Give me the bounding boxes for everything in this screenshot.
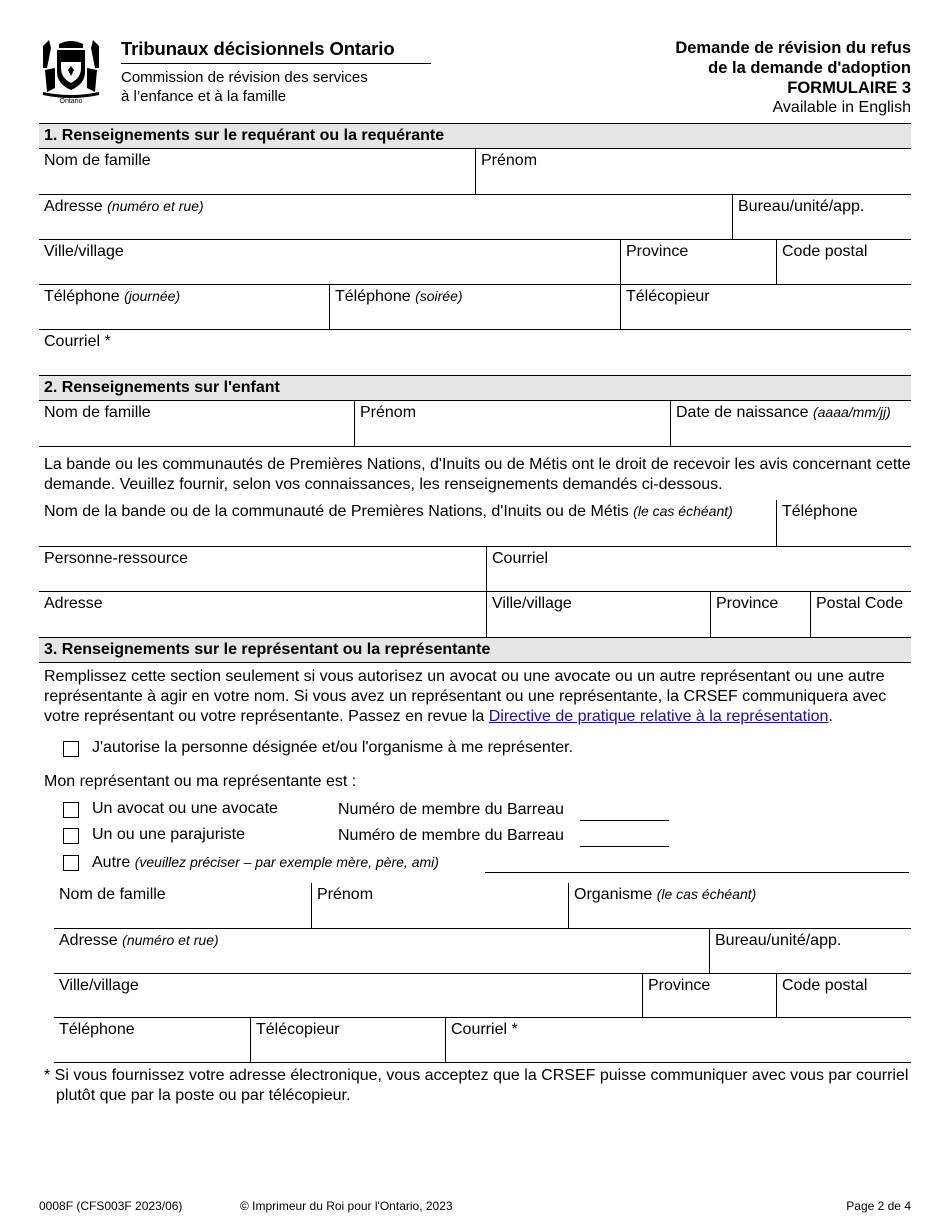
s1-first-name-label: Prénom: [481, 152, 538, 169]
svg-text:Ontario: Ontario: [59, 98, 83, 104]
s2-contact-field[interactable]: [39, 547, 486, 591]
s3-intro-text: [44, 667, 912, 727]
s3-address-field[interactable]: [54, 929, 709, 973]
s1-row-name: [39, 149, 911, 195]
s3-last-name-field[interactable]: [54, 883, 311, 928]
form-number: FORMULAIRE 3: [787, 79, 911, 97]
form-title-line1: Demande de révision du refus: [675, 39, 911, 57]
s3-fax-label: Télécopieur: [256, 1021, 340, 1038]
s1-city-field[interactable]: [39, 240, 620, 284]
other-label-text: Autre: [92, 854, 131, 871]
s2-postal-field[interactable]: [810, 592, 911, 637]
s3-unit-field[interactable]: [709, 929, 911, 973]
s3-intro-end: .: [828, 708, 833, 725]
s1-unit-field[interactable]: [732, 195, 911, 239]
s1-phone-evening-note: (soirée): [415, 288, 463, 304]
s1-address-note: (numéro et rue): [107, 198, 204, 214]
authorize-label: J'autorise la personne désignée et/ou l'organisme à me représenter.: [92, 739, 574, 756]
other-checkbox[interactable]: [63, 855, 79, 871]
my-rep-label: Mon représentant ou ma représentante est :: [44, 773, 357, 790]
ontario-coat-of-arms-logo: [39, 38, 103, 104]
s2-contact-label: Personne-ressource: [44, 550, 189, 567]
s3-province-field[interactable]: [642, 974, 776, 1017]
s3-first-name-label: Prénom: [317, 886, 374, 903]
paralegal-label: Un ou une parajuriste: [92, 826, 245, 843]
s2-notice-text: La bande ou les communautés de Premières Nations, d'Inuits ou de Métis ont le droit de recevoir les avis concernant cette demande. Veuillez fournir, selon vos connaissances, les renseignements demandés ci-dessous.: [44, 456, 911, 493]
s3-intro-body: Remplissez cette section seulement si vous autorisez un avocat ou une avocate ou un autre représentant ou une autre représentante à agir en votre nom. Si vous avez un représentant ou une représentante, la CRSEF communiquera avec votre représentant ou votre représentante. Passez en revue la: [44, 668, 887, 725]
s1-last-name-field[interactable]: [39, 149, 475, 194]
s1-fax-field[interactable]: [620, 285, 911, 329]
s3-last-name-label: Nom de famille: [59, 886, 166, 903]
s3-email-label: Courriel *: [451, 1021, 518, 1038]
s2-postal-label: Postal Code: [816, 595, 904, 612]
available-in-english-link[interactable]: Available in English: [772, 99, 911, 116]
other-specify-input[interactable]: [485, 872, 909, 873]
copyright: © Imprimeur du Roi pour l'Ontario, 2023: [240, 1199, 453, 1213]
s1-province-field[interactable]: [620, 240, 776, 284]
paralegal-checkbox[interactable]: [63, 828, 79, 844]
s1-last-name-label: Nom de famille: [44, 152, 151, 169]
section1-heading: 1. Renseignements sur le requérant ou la requérante: [39, 123, 911, 149]
organization-subtitle-line1: Commission de révision des services: [121, 69, 368, 86]
s1-phone-evening-label: Téléphone: [335, 288, 411, 305]
s2-first-name-field[interactable]: [354, 401, 670, 446]
s1-fax-label: Télécopieur: [626, 288, 710, 305]
s3-row-phone: [54, 1018, 911, 1063]
s3-row-name: [54, 883, 911, 929]
s3-org-field[interactable]: [568, 883, 911, 928]
s2-row-band: [39, 500, 911, 547]
s3-unit-label: Bureau/unité/app.: [715, 932, 842, 949]
form-title-line2: de la demande d'adoption: [708, 59, 911, 77]
representation-directive-link[interactable]: Directive de pratique relative à la représentation: [488, 708, 829, 725]
section3-heading: 3. Renseignements sur le représentant ou la représentante: [39, 637, 911, 663]
s1-email-label: Courriel *: [44, 333, 111, 350]
s1-address-label: Adresse: [44, 198, 103, 215]
s3-row-address: [54, 929, 911, 974]
s1-row-city: [39, 240, 911, 285]
s2-last-name-label: Nom de famille: [44, 404, 151, 421]
paralegal-bar-number-label: Numéro de membre du Barreau: [338, 827, 564, 844]
s1-postal-field[interactable]: [776, 240, 911, 284]
s3-address-label: Adresse: [59, 932, 118, 949]
s1-phone-day-note: (journée): [124, 288, 181, 304]
s2-band-phone-field[interactable]: [776, 500, 911, 546]
lawyer-bar-number-input[interactable]: [580, 820, 669, 821]
header-rule: [121, 63, 431, 64]
s3-first-name-field[interactable]: [311, 883, 568, 928]
s2-first-name-label: Prénom: [360, 404, 417, 421]
s1-phone-day-field[interactable]: [39, 285, 329, 329]
s1-province-label: Province: [626, 243, 689, 260]
s2-dob-field[interactable]: [670, 401, 911, 446]
form-title: [675, 38, 911, 118]
s3-org-note: (le cas échéant): [656, 886, 757, 902]
lawyer-checkbox[interactable]: [63, 802, 79, 818]
s2-row-contact: [39, 547, 911, 592]
s2-row-address: [39, 592, 911, 637]
s3-city-field[interactable]: [54, 974, 642, 1017]
s1-phone-day-label: Téléphone: [44, 288, 120, 305]
organization-name: Tribunaux décisionnels Ontario: [121, 38, 395, 59]
s2-city-label: Ville/village: [492, 595, 572, 612]
s1-city-label: Ville/village: [44, 243, 124, 260]
s1-row-address: [39, 195, 911, 240]
s3-phone-field[interactable]: [54, 1018, 250, 1062]
s2-email-label: Courriel: [492, 550, 549, 567]
s3-city-label: Ville/village: [59, 977, 139, 994]
s1-row-email: [39, 330, 911, 375]
s2-email-field[interactable]: [486, 547, 911, 591]
s3-postal-field[interactable]: [776, 974, 911, 1017]
s2-band-name-label: Nom de la bande ou de la communauté de Premières Nations, d'Inuits ou de Métis: [44, 503, 629, 520]
s3-phone-label: Téléphone: [59, 1021, 135, 1038]
page-number: Page 2 de 4: [846, 1199, 911, 1213]
s2-band-note: (le cas échéant): [633, 503, 733, 519]
s1-address-field[interactable]: [39, 195, 732, 239]
authorize-checkbox[interactable]: [63, 741, 79, 757]
s2-address-label: Adresse: [44, 595, 103, 612]
lawyer-bar-number-label: Numéro de membre du Barreau: [338, 801, 564, 818]
s2-row-name: [39, 401, 911, 447]
form-code: 0008F (CFS003F 2023/06): [39, 1199, 183, 1213]
form-page: [39, 0, 911, 1230]
s3-row-city: [54, 974, 911, 1018]
email-footnote: * Si vous fournissez votre adresse électronique, vous acceptez que la CRSEF puisse communiquer avec vous par courriel plutôt que par la poste ou par télécopieur.: [44, 1067, 909, 1104]
s1-email-field[interactable]: [39, 330, 911, 375]
s3-province-label: Province: [648, 977, 711, 994]
s3-postal-label: Code postal: [782, 977, 868, 994]
s3-org-label: Organisme: [574, 886, 653, 903]
s1-postal-label: Code postal: [782, 243, 868, 260]
s1-row-phone: [39, 285, 911, 330]
s3-address-note: (numéro et rue): [122, 932, 219, 948]
s3-fax-field[interactable]: [250, 1018, 445, 1062]
s2-province-field[interactable]: [710, 592, 810, 637]
s2-address-field[interactable]: [39, 592, 486, 637]
section2-heading: 2. Renseignements sur l'enfant: [39, 375, 911, 401]
other-note: (veuillez préciser – par exemple mère, père, ami): [134, 854, 439, 870]
s2-band-name-field[interactable]: [39, 500, 776, 546]
s2-province-label: Province: [716, 595, 779, 612]
s1-first-name-field[interactable]: [475, 149, 911, 194]
organization-subtitle: [121, 68, 368, 106]
s1-unit-label: Bureau/unité/app.: [738, 198, 865, 215]
organization-subtitle-line2: à l’enfance et à la famille: [121, 88, 287, 105]
s2-dob-note: (aaaa/mm/jj): [812, 404, 891, 420]
s2-last-name-field[interactable]: [39, 401, 354, 446]
s2-band-phone-label: Téléphone: [782, 503, 858, 520]
other-label: [92, 852, 439, 873]
s1-phone-evening-field[interactable]: [329, 285, 620, 329]
s2-city-field[interactable]: [486, 592, 710, 637]
s2-dob-label: Date de naissance: [676, 404, 809, 421]
paralegal-bar-number-input[interactable]: [580, 846, 669, 847]
s3-email-field[interactable]: [445, 1018, 911, 1062]
lawyer-label: Un avocat ou une avocate: [92, 800, 278, 817]
